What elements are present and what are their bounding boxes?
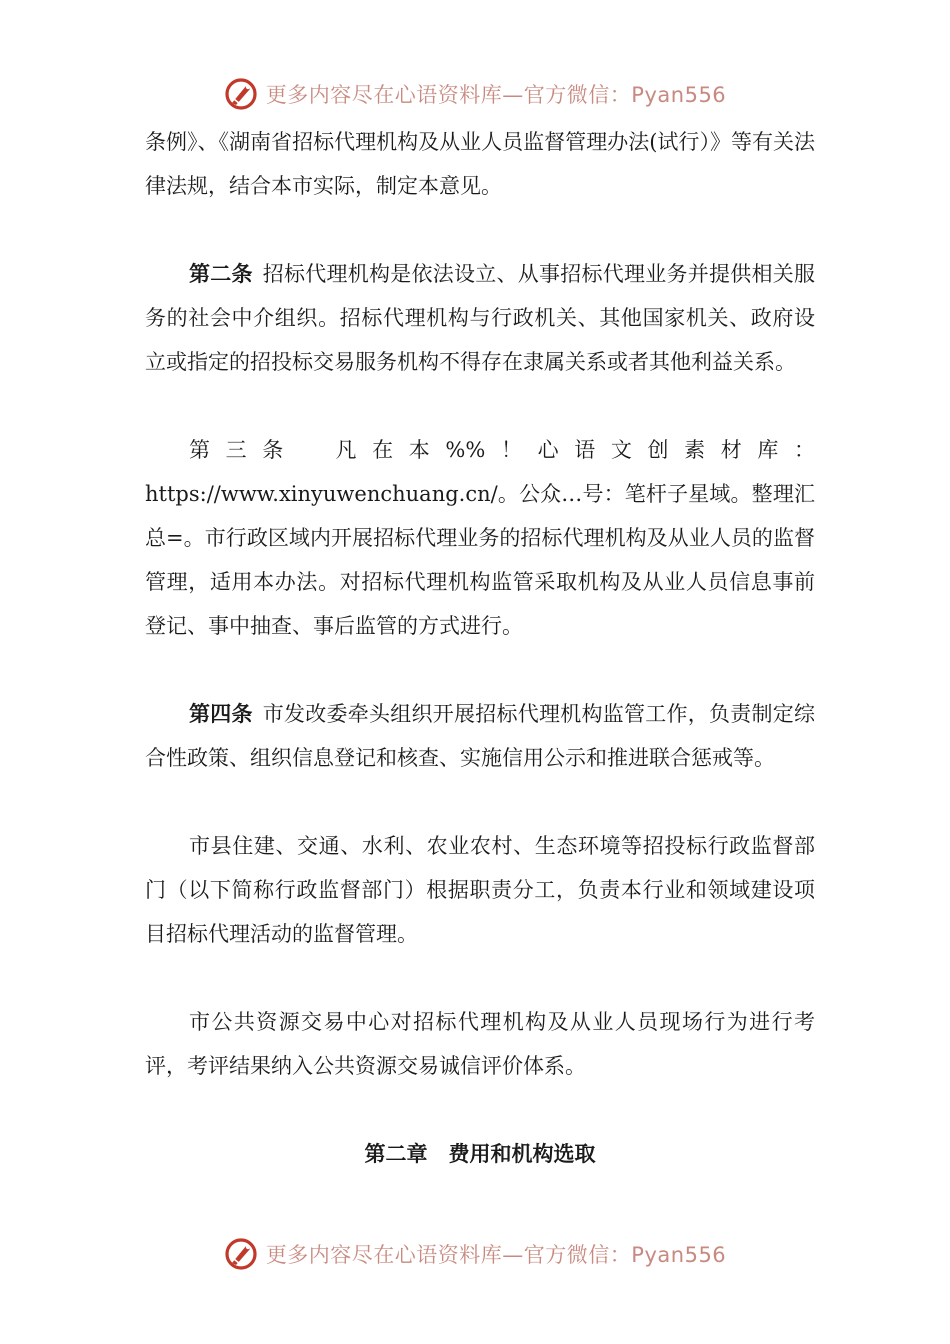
- article-2-text: 招标代理机构是依法设立、从事招标代理业务并提供相关服务的社会中介组织。招标代理机构与行政机关、其他国家机关、政府设立或指定的招投标交易服务机构不得存在隶属关系或者其他利益关系。: [145, 262, 815, 374]
- article-2-label: 第二条: [189, 262, 253, 286]
- watermark-text: 更多内容尽在心语资料库—官方微信：Pyan556: [265, 83, 727, 107]
- article-3-first-line: 第三条 凡在本%%！心语文创素材库：: [189, 438, 815, 462]
- watermark-text: 更多内容尽在心语资料库—官方微信：Pyan556: [265, 1243, 727, 1267]
- article-4-label: 第四条: [189, 702, 253, 726]
- pen-logo-icon: [224, 77, 258, 111]
- article-3-text: https://www.xinyuwenchuang.cn/。公众…号：笔杆子星域。整理汇总=。市行政区域内开展招标代理业务的招标代理机构及从业人员的监督管理，适用本办法。对招标代理机构监管采取机构及从业人员信息事前登记、事中抽查、事后监管的方式进行。: [145, 482, 815, 638]
- trading-center-paragraph: 市公共资源交易中心对招标代理机构及从业人员现场行为进行考评，考评结果纳入公共资源交易诚信评价体系。: [145, 1010, 815, 1078]
- article-4-text: 市发改委牵头组织开展招标代理机构监管工作，负责制定综合性政策、组织信息登记和核查、实施信用公示和推进联合惩戒等。: [145, 702, 815, 770]
- pen-logo-icon: [224, 1237, 258, 1271]
- chapter-title: 第二章 费用和机构选取: [364, 1142, 596, 1166]
- watermark-footer: [0, 1232, 950, 1276]
- article-2: [145, 252, 815, 384]
- departments-paragraph: 市县住建、交通、水利、农业农村、生态环境等招投标行政监督部门（以下简称行政监督部门）根据职责分工，负责本行业和领域建设项目招标代理活动的监督管理。: [145, 834, 815, 946]
- article-4: [145, 692, 815, 780]
- watermark-header: [0, 72, 950, 116]
- intro-paragraph: 条例》、《湖南省招标代理机构及从业人员监督管理办法(试行）》等有关法律法规，结合本市实际，制定本意见。: [145, 130, 815, 198]
- document-body: [145, 120, 815, 1176]
